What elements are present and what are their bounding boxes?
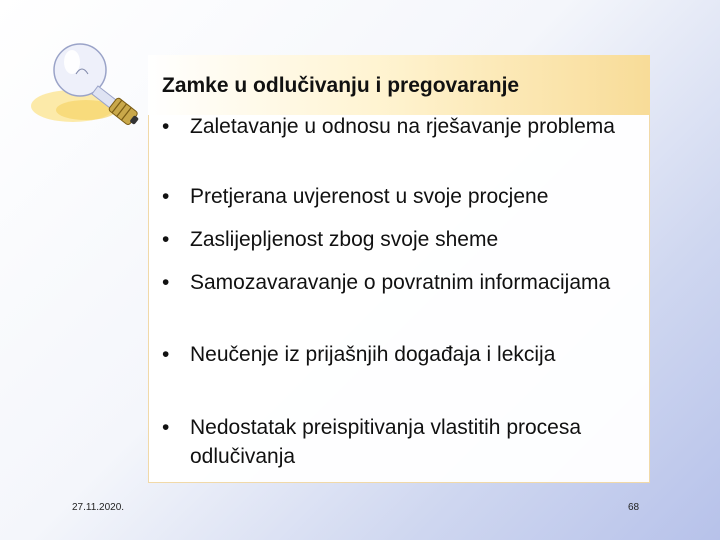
bullet-marker: •: [162, 416, 170, 439]
bullet-text: Zaletavanje u odnosu na rješavanje problema: [190, 115, 615, 138]
page-number: 68: [628, 502, 640, 513]
bullet-marker: •: [162, 228, 170, 251]
bullet-marker: •: [162, 271, 170, 294]
footer-date: 27.11.2020.: [72, 502, 125, 513]
bullet-text: Samozavaravanje o povratnim informacijama: [190, 271, 611, 294]
light-bulb-icon: [28, 34, 153, 129]
list-item: [162, 225, 632, 254]
bullet-marker: •: [162, 185, 170, 208]
bullet-marker: •: [162, 115, 170, 138]
list-item: [162, 340, 632, 369]
bullet-text: Zaslijepljenost zbog svoje sheme: [190, 228, 499, 251]
list-item: [162, 182, 632, 211]
bullet-text: Nedostatak preispitivanja vlastitih procesa odlučivanja: [190, 416, 582, 468]
bullet-text: Pretjerana uvjerenost u svoje procjene: [190, 185, 549, 208]
list-item: [162, 413, 632, 471]
bullet-marker: •: [162, 343, 170, 366]
bullet-text: Neučenje iz prijašnjih događaja i lekcija: [190, 343, 556, 366]
slide-title: Zamke u odlučivanju i pregovaranje: [162, 74, 520, 97]
list-item: [162, 268, 632, 297]
list-item: [162, 112, 632, 141]
